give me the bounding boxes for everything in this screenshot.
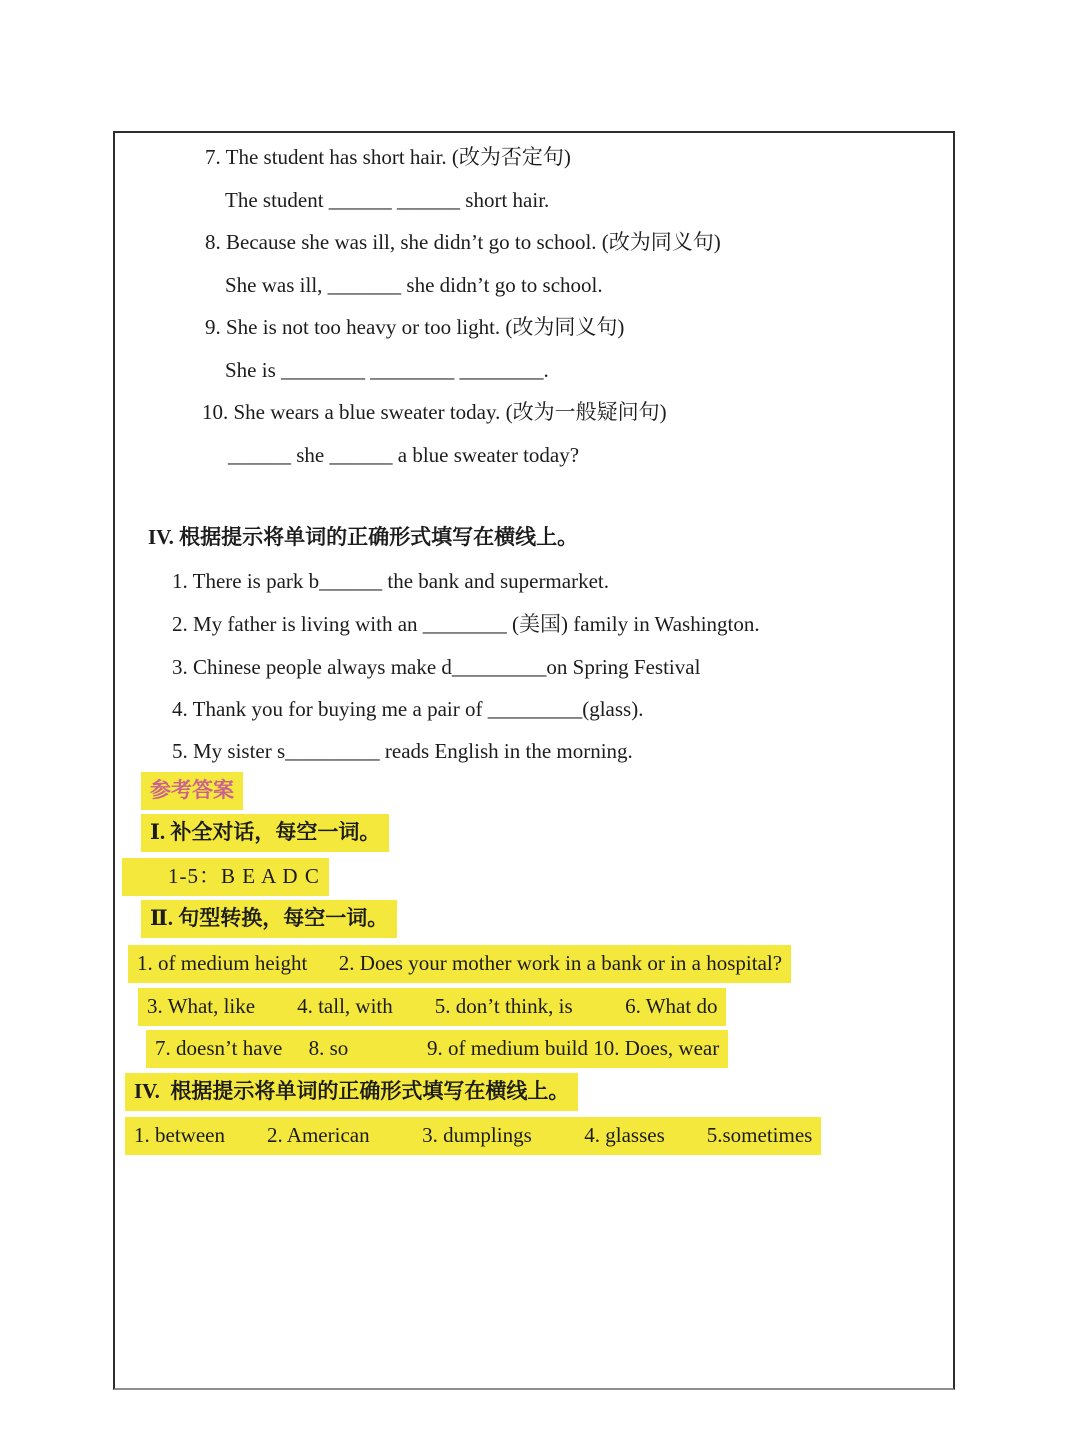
answer-part4-values: 1. between 2. American 3. dumplings 4. glasses 5.sometimes <box>125 1117 821 1155</box>
question-7-prompt: 7. The student has short hair. (改为否定句) <box>205 145 571 169</box>
answer-part1-values: 1-5：B E A D C <box>122 858 329 896</box>
question-10-blank-line: ______ she ______ a blue sweater today? <box>228 443 580 467</box>
question-10-prompt: 10. She wears a blue sweater today. (改为一般疑问句) <box>202 400 667 424</box>
answer-part4-row <box>125 1117 821 1155</box>
answer-part2-heading: Ⅱ. 句型转换，每空一词。 <box>141 900 397 938</box>
answer-part1-row <box>122 858 329 896</box>
answer-part2-values-3: 7. doesn’t have 8. so 9. of medium build 10. Does, wear <box>146 1030 728 1068</box>
word-form-item-5: 5. My sister s_________ reads English in the morning. <box>172 739 633 763</box>
answer-part4-heading-row <box>125 1073 578 1111</box>
answer-part2-row-1 <box>128 945 791 983</box>
question-9-blank-line: She is ________ ________ ________. <box>225 358 549 382</box>
answer-key-title-row <box>141 772 243 810</box>
word-form-item-3: 3. Chinese people always make d_________on Spring Festival <box>172 655 701 679</box>
word-form-heading: IV. 根据提示将单词的正确形式填写在横线上。 <box>148 525 579 549</box>
question-8-prompt: 8. Because she was ill, she didn’t go to school. (改为同义句) <box>205 230 721 254</box>
answer-part4-heading: IV. 根据提示将单词的正确形式填写在横线上。 <box>125 1073 578 1111</box>
question-7-blank-line: The student ______ ______ short hair. <box>225 188 550 212</box>
word-form-item-2: 2. My father is living with an ________ (美国) family in Washington. <box>172 612 760 636</box>
word-form-item-1: 1. There is park b______ the bank and supermarket. <box>172 569 609 593</box>
answer-part2-heading-row <box>141 900 397 938</box>
answer-part2-values-1: 1. of medium height 2. Does your mother work in a bank or in a hospital? <box>128 945 791 983</box>
answer-part2-values-2: 3. What, like 4. tall, with 5. don’t think, is 6. What do <box>138 988 726 1026</box>
answer-part1-heading: Ⅰ. 补全对话，每空一词。 <box>141 814 389 852</box>
word-form-item-4: 4. Thank you for buying me a pair of _________(glass). <box>172 697 644 721</box>
answer-key-title: 参考答案 <box>141 772 243 810</box>
question-8-blank-line: She was ill, _______ she didn’t go to school. <box>225 273 603 297</box>
question-9-prompt: 9. She is not too heavy or too light. (改为同义句) <box>205 315 625 339</box>
answer-part2-row-3 <box>146 1030 728 1068</box>
answer-part1-heading-row <box>141 814 389 852</box>
answer-part2-row-2 <box>138 988 726 1026</box>
